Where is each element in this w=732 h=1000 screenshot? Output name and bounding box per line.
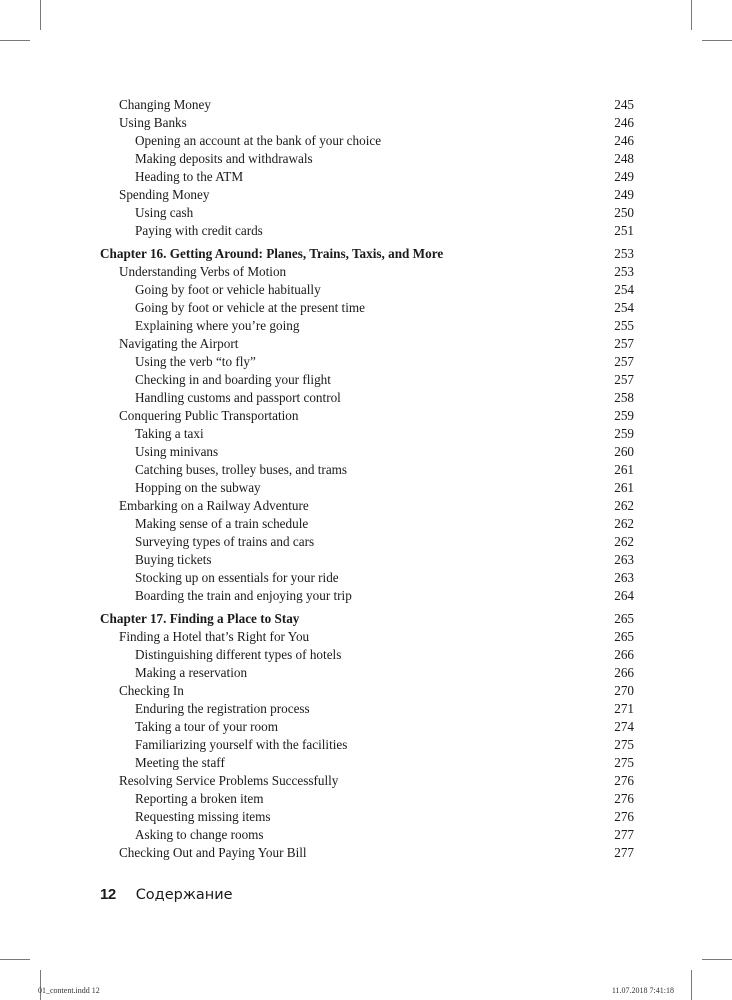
toc-entry [100, 317, 634, 335]
crop-mark-top-left [40, 0, 41, 30]
toc-entry-title: Checking In [119, 683, 184, 698]
toc-entry [100, 628, 634, 646]
table-of-contents [100, 96, 634, 862]
toc-entry-title: Surveying types of trains and cars [135, 534, 315, 549]
toc-entry-page: 266 [614, 665, 634, 680]
toc-entry [100, 844, 634, 862]
toc-entry-title: Using cash [135, 205, 194, 220]
toc-entry-title: Chapter 16. Getting Around: Planes, Trains, Taxis, and More [100, 246, 444, 261]
crop-mark-left-bottom [0, 959, 30, 960]
toc-entry [100, 646, 634, 664]
crop-mark-left-top [0, 40, 30, 41]
toc-entry-page: 270 [614, 683, 634, 698]
toc-entry [100, 808, 634, 826]
toc-entry-title: Going by foot or vehicle habitually [135, 282, 321, 297]
toc-entry-title: Hopping on the subway [135, 480, 261, 495]
toc-entry-page: 276 [614, 791, 634, 806]
toc-entry-title: Embarking on a Railway Adventure [119, 498, 309, 513]
toc-entry-page: 249 [614, 169, 634, 184]
toc-chapter-heading [100, 244, 634, 263]
toc-entry-title: Resolving Service Problems Successfully [119, 773, 339, 788]
toc-entry-page: 275 [614, 737, 634, 752]
toc-entry-page: 274 [614, 719, 634, 734]
toc-entry [100, 754, 634, 772]
toc-entry [100, 551, 634, 569]
running-footer [100, 884, 233, 906]
toc-entry-title: Enduring the registration process [135, 701, 310, 716]
toc-entry-title: Handling customs and passport control [135, 390, 341, 405]
toc-entry [100, 371, 634, 389]
toc-entry-title: Reporting a broken item [135, 791, 264, 806]
toc-entry-page: 253 [614, 264, 634, 279]
toc-entry-page: 262 [614, 516, 634, 531]
toc-entry-page: 254 [614, 300, 634, 315]
toc-entry [100, 515, 634, 533]
toc-entry-title: Taking a tour of your room [135, 719, 279, 734]
toc-entry [100, 150, 634, 168]
toc-entry [100, 790, 634, 808]
toc-entry [100, 132, 634, 150]
toc-entry-title: Spending Money [119, 187, 210, 202]
toc-entry-title: Taking a taxi [135, 426, 204, 441]
toc-entry-page: 257 [614, 354, 634, 369]
toc-entry-page: 275 [614, 755, 634, 770]
toc-entry-title: Opening an account at the bank of your choice [135, 133, 382, 148]
toc-entry-title: Checking Out and Paying Your Bill [119, 845, 307, 860]
toc-entry-page: 265 [614, 611, 634, 626]
toc-entry-title: Using Banks [119, 115, 187, 130]
toc-entry-page: 262 [614, 534, 634, 549]
toc-entry-title: Catching buses, trolley buses, and trams [135, 462, 348, 477]
toc-entry-page: 261 [614, 480, 634, 495]
toc-entry [100, 587, 634, 605]
toc-entry-page: 249 [614, 187, 634, 202]
slug-filename: 01_content.indd 12 [38, 986, 100, 995]
toc-entry-title: Understanding Verbs of Motion [119, 264, 287, 279]
toc-entry-title: Conquering Public Transportation [119, 408, 299, 423]
slug-datetime: 11.07.2018 7:41:18 [611, 986, 674, 995]
toc-entry-title: Paying with credit cards [135, 223, 263, 238]
toc-entry-page: 259 [614, 408, 634, 423]
toc-entry [100, 299, 634, 317]
toc-entry-page: 263 [614, 552, 634, 567]
toc-entry-title: Making deposits and withdrawals [135, 151, 313, 166]
toc-entry-title: Requesting missing items [135, 809, 271, 824]
page-number: 12 [100, 886, 116, 903]
toc-entry [100, 204, 634, 222]
toc-entry-title: Familiarizing yourself with the facilities [135, 737, 348, 752]
toc-entry-page: 277 [614, 827, 634, 842]
toc-entry [100, 281, 634, 299]
toc-entry [100, 461, 634, 479]
toc-entry [100, 407, 634, 425]
toc-entry-page: 276 [614, 809, 634, 824]
toc-entry-title: Going by foot or vehicle at the present time [135, 300, 365, 315]
toc-entry [100, 569, 634, 587]
toc-entry-title: Chapter 17. Finding a Place to Stay [100, 611, 300, 626]
toc-entry [100, 736, 634, 754]
toc-entry-title: Heading to the ATM [135, 169, 244, 184]
toc-entry [100, 425, 634, 443]
toc-entry [100, 263, 634, 281]
toc-entry-title: Stocking up on essentials for your ride [135, 570, 339, 585]
toc-entry-page: 266 [614, 647, 634, 662]
toc-entry [100, 335, 634, 353]
toc-entry [100, 772, 634, 790]
toc-entry-title: Distinguishing different types of hotels [135, 647, 342, 662]
toc-entry-page: 245 [614, 97, 634, 112]
toc-entry-title: Asking to change rooms [135, 827, 264, 842]
toc-entry-title: Checking in and boarding your flight [135, 372, 331, 387]
toc-entry-page: 263 [614, 570, 634, 585]
toc-entry [100, 533, 634, 551]
toc-entry [100, 826, 634, 844]
toc-entry-page: 257 [614, 336, 634, 351]
toc-entry [100, 353, 634, 371]
toc-entry-title: Boarding the train and enjoying your trip [135, 588, 352, 603]
toc-entry-title: Using minivans [135, 444, 219, 459]
toc-entry-page: 250 [614, 205, 634, 220]
toc-entry-title: Meeting the staff [135, 755, 225, 770]
toc-entry-page: 276 [614, 773, 634, 788]
toc-entry-title: Changing Money [119, 97, 211, 112]
toc-entry-title: Using the verb “to fly” [135, 354, 256, 369]
toc-entry-page: 257 [614, 372, 634, 387]
running-footer-title: Содержание [135, 887, 233, 903]
toc-entry-title: Navigating the Airport [119, 336, 239, 351]
toc-entry-page: 271 [614, 701, 634, 716]
toc-entry [100, 497, 634, 515]
toc-entry-title: Making sense of a train schedule [135, 516, 309, 531]
crop-mark-top-right [691, 0, 692, 30]
toc-entry [100, 700, 634, 718]
toc-entry-page: 258 [614, 390, 634, 405]
toc-entry [100, 718, 634, 736]
toc-entry [100, 168, 634, 186]
toc-entry-page: 277 [614, 845, 634, 860]
print-slug [0, 984, 732, 998]
toc-entry-page: 246 [614, 133, 634, 148]
toc-entry-title: Making a reservation [135, 665, 248, 680]
crop-mark-right-top [702, 40, 732, 41]
toc-entry-page: 248 [614, 151, 634, 166]
toc-entry-page: 246 [614, 115, 634, 130]
toc-entry-page: 254 [614, 282, 634, 297]
toc-entry [100, 222, 634, 240]
toc-entry-page: 260 [614, 444, 634, 459]
toc-entry [100, 682, 634, 700]
toc-entry-page: 255 [614, 318, 634, 333]
toc-entry-page: 262 [614, 498, 634, 513]
toc-entry [100, 186, 634, 204]
crop-mark-right-bottom [702, 959, 732, 960]
toc-entry-page: 253 [614, 246, 634, 261]
toc-entry-title: Finding a Hotel that’s Right for You [119, 629, 310, 644]
toc-entry [100, 443, 634, 461]
toc-entry [100, 114, 634, 132]
toc-entry [100, 389, 634, 407]
toc-entry-page: 265 [614, 629, 634, 644]
toc-chapter-heading [100, 609, 634, 628]
toc-entry-page: 251 [614, 223, 634, 238]
toc-entry-title: Buying tickets [135, 552, 212, 567]
toc-entry-title: Explaining where you’re going [135, 318, 300, 333]
toc-entry-page: 264 [614, 588, 634, 603]
toc-entry [100, 664, 634, 682]
toc-entry [100, 96, 634, 114]
toc-entry-page: 259 [614, 426, 634, 441]
toc-entry [100, 479, 634, 497]
toc-entry-page: 261 [614, 462, 634, 477]
